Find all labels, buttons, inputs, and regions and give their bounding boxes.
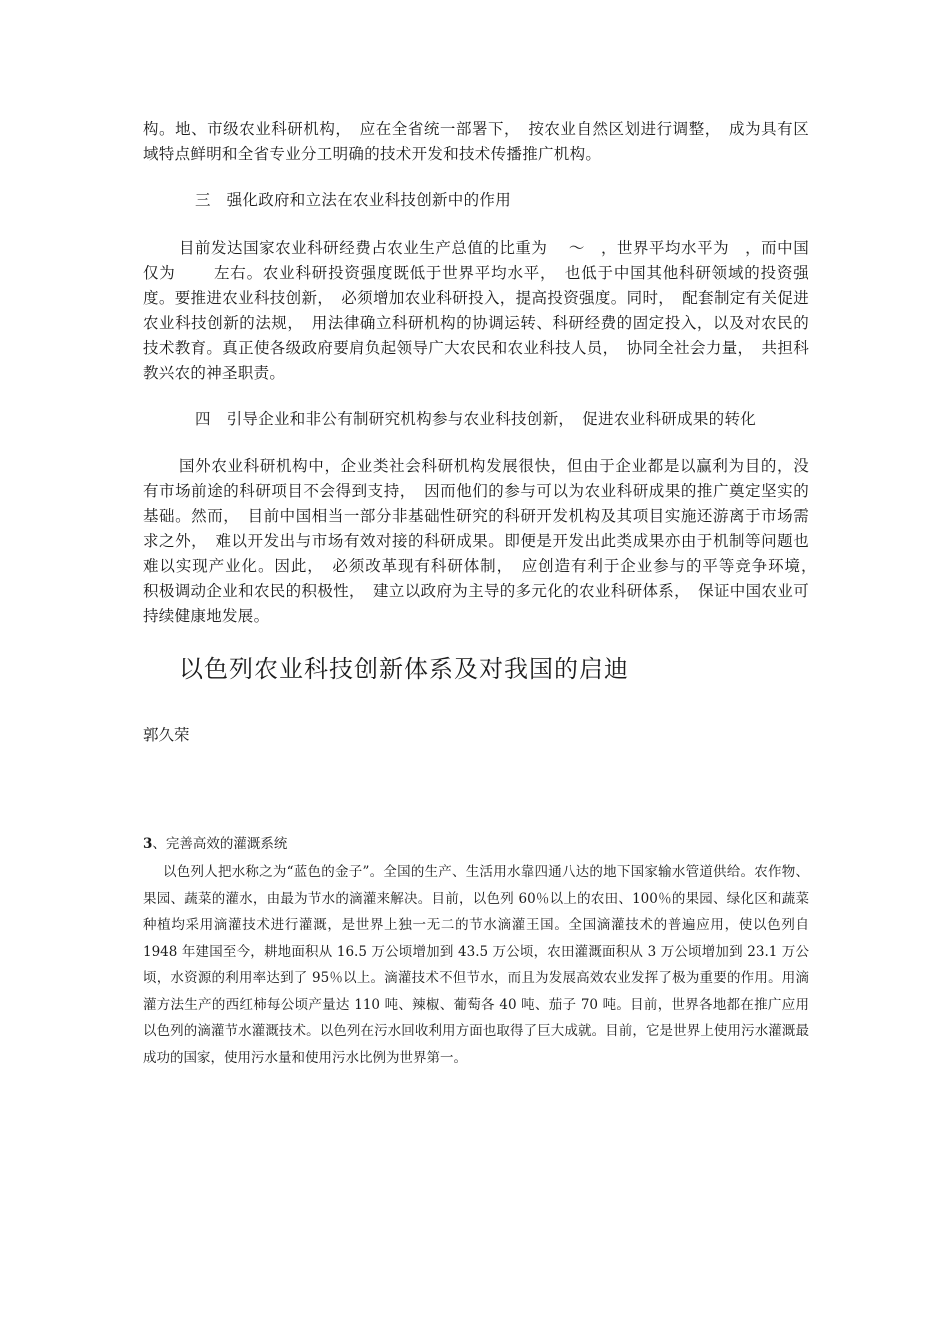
- paragraph-enterprise-participation: 国外农业科研机构中，企业类社会科研机构发展很快，但由于企业都是以赢利为目的，没有市场前途的科研项目不会得到支持， 因而他们的参与可以为农业科研成果的推广奠定坚实的基础。然而， 目前中国相当一部分非基础性研究的科研开发机构及其项目实施还游离于市场需求之外， 难以开发出与市场有效对接的科研成果。即便是开发出此类成果亦由于机制等问题也难以实现产业化。因此， 必须改革现有科研体制， 应创造有利于企业参与的平等竞争环境， 积极调动企业和农民的积极性， 建立以政府为主导的多元化的农业科研体系， 保证中国农业可持续健康地发展。: [143, 457, 825, 625]
- paragraph-irrigation-system: 以色列人把水称之为“蓝色的金子”。全国的生产、生活用水靠四通八达的地下国家输水管道供给。农作物、果园、蔬菜的灌水，由最为节水的滴灌来解决。目前，以色列 60％以上的农田、100％的果园、绿化区和蔬菜种植均采用滴灌技术进行灌溉，是世界上独一无二的节水滴灌王国。全国滴灌技术的普遍应用，使以色列自 1948 年建国至今，耕地面积从 16.5 万公顷增加到 43.5 万公顷，农田灌溉面积从 3 万公顷增加到 23.1 万公顷，水资源的利用率达到了 95％以上。滴灌技术不但节水，而且为发展高效农业发挥了极为重要的作用。用滴灌方法生产的西红柿每公顷产量达 110 吨、辣椒、葡萄各 40 吨、茄子 70 吨。目前，世界各地都在推广应用以色列的滴灌节水灌溉技术。以色列在污水回收利用方面也取得了巨大成就。目前，它是世界上使用污水灌溉最成功的国家，使用污水量和使用污水比例为世界第一。: [143, 864, 809, 1066]
- subsection-title: 、完善高效的灌溉系统: [152, 836, 288, 852]
- paragraph-government-legislation: 目前发达国家农业科研经费占农业生产总值的比重为 ～ ，世界平均水平为 ，而中国仅为 左右。农业科研投资强度既低于世界平均水平， 也低于中国其他科研领域的投资强度。要推进农业科技创新， 必须增加农业科研投入，提高投资强度。同时， 配套制定有关促进农业科技创新的法规， 用法律确立科研机构的协调运转、科研经费的固定投入，以及对农民的技术教育。真正使各级政府要肩负起领导广大农民和农业科技人员， 协同全社会力量， 共担科教兴农的神圣职责。: [143, 239, 809, 382]
- section-heading-four: 四 引导企业和非公有制研究机构参与农业科技创新， 促进农业科研成果的转化: [195, 410, 757, 428]
- paragraph-institution-adjustment: 构。地、市级农业科研机构， 应在全省统一部署下， 按农业自然区划进行调整， 成为具有区域特点鲜明和全省专业分工明确的技术开发和技术传播推广机构。: [143, 120, 809, 163]
- subsection-number: 3: [143, 836, 153, 852]
- section-heading-three: 三 强化政府和立法在农业科技创新中的作用: [195, 191, 512, 209]
- article-author: 郭久荣: [143, 726, 190, 744]
- article-title: 以色列农业科技创新体系及对我国的启迪: [179, 655, 629, 683]
- subsection-heading: [143, 833, 809, 855]
